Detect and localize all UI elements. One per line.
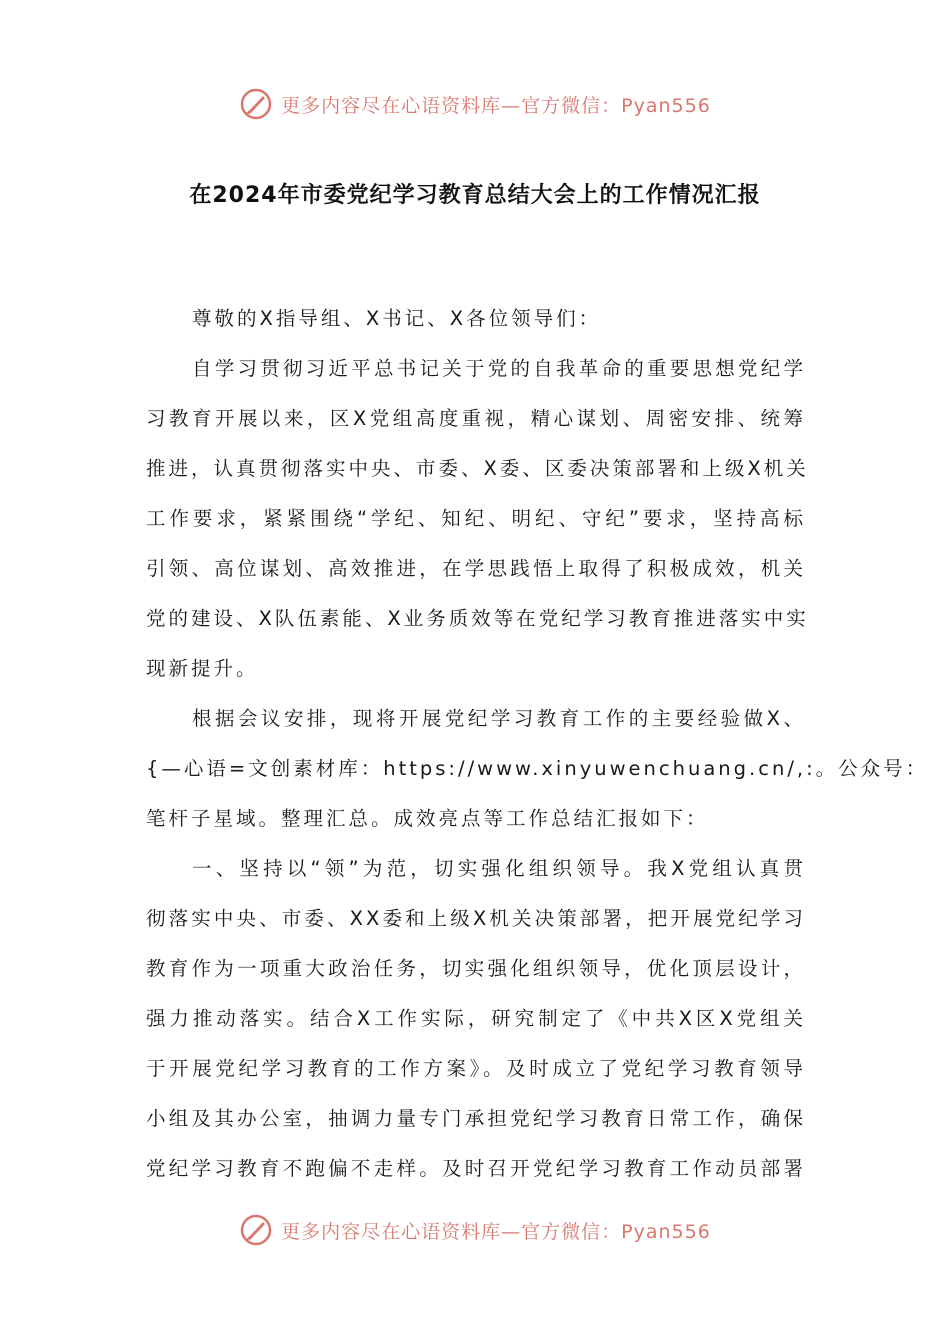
paragraph-line: 党纪学习教育不跑偏不走样。及时召开党纪学习教育工作动员部署	[146, 1157, 806, 1180]
document-body	[146, 294, 929, 1194]
paragraph-line: 强力推动落实。结合X工作实际，研究制定了《中共X区X党组关	[146, 1007, 806, 1030]
watermark-footer	[0, 1210, 950, 1250]
quill-logo-icon	[239, 1213, 273, 1247]
salutation: 尊敬的X指导组、X书记、X各位领导们：	[192, 307, 602, 330]
paragraph-line: 教育作为一项重大政治任务，切实强化组织领导，优化顶层设计，	[146, 957, 806, 980]
watermark-wechat-id: Pyan556	[621, 1220, 711, 1243]
paragraph-2	[146, 694, 929, 844]
watermark-wechat-id: Pyan556	[621, 94, 711, 117]
watermark-text-cn: 更多内容尽在心语资料库—官方微信：	[281, 94, 622, 117]
paragraph-line: 小组及其办公室，抽调力量专门承担党纪学习教育日常工作，确保	[146, 1107, 806, 1130]
paragraph-line: 推进，认真贯彻落实中央、市委、X委、区委决策部署和上级X机关	[146, 457, 809, 480]
watermark-text	[281, 91, 711, 118]
quill-logo-icon	[239, 87, 273, 121]
paragraph-line: 工作要求，紧紧围绕“学纪、知纪、明纪、守纪”要求，坚持高标	[146, 507, 806, 530]
paragraph-line: 彻落实中央、市委、XX委和上级X机关决策部署，把开展党纪学习	[146, 907, 806, 930]
paragraph-line: 自学习贯彻习近平总书记关于党的自我革命的重要思想党纪学	[192, 357, 806, 380]
paragraph-line: 一、坚持以“领”为范，切实强化组织领导。我X党组认真贯	[192, 857, 806, 880]
paragraph-1	[146, 344, 809, 694]
paragraph-line: {—心语=文创素材库：https://www.xinyuwenchuang.cn/,:。公众号：	[146, 757, 929, 780]
paragraph-line: 现新提升。	[146, 657, 259, 680]
paragraph-line: 根据会议安排，现将开展党纪学习教育工作的主要经验做X、	[192, 707, 806, 730]
document-title: 在2024年市委党纪学习教育总结大会上的工作情况汇报	[189, 183, 761, 208]
paragraph-line: 引领、高位谋划、高效推进，在学思践悟上取得了积极成效，机关	[146, 557, 806, 580]
paragraph-line: 于开展党纪学习教育的工作方案》。及时成立了党纪学习教育领导	[146, 1057, 806, 1080]
paragraph-line: 习教育开展以来，区X党组高度重视，精心谋划、周密安排、统筹	[146, 407, 806, 430]
watermark-text-cn: 更多内容尽在心语资料库—官方微信：	[281, 1220, 622, 1243]
watermark-header	[0, 84, 950, 124]
watermark-text	[281, 1217, 711, 1244]
paragraph-line: 党的建设、X队伍素能、X业务质效等在党纪学习教育推进落实中实	[146, 607, 809, 630]
paragraph-line: 笔杆子星域。整理汇总。成效亮点等工作总结汇报如下：	[146, 807, 709, 830]
paragraph-3	[146, 844, 806, 1194]
